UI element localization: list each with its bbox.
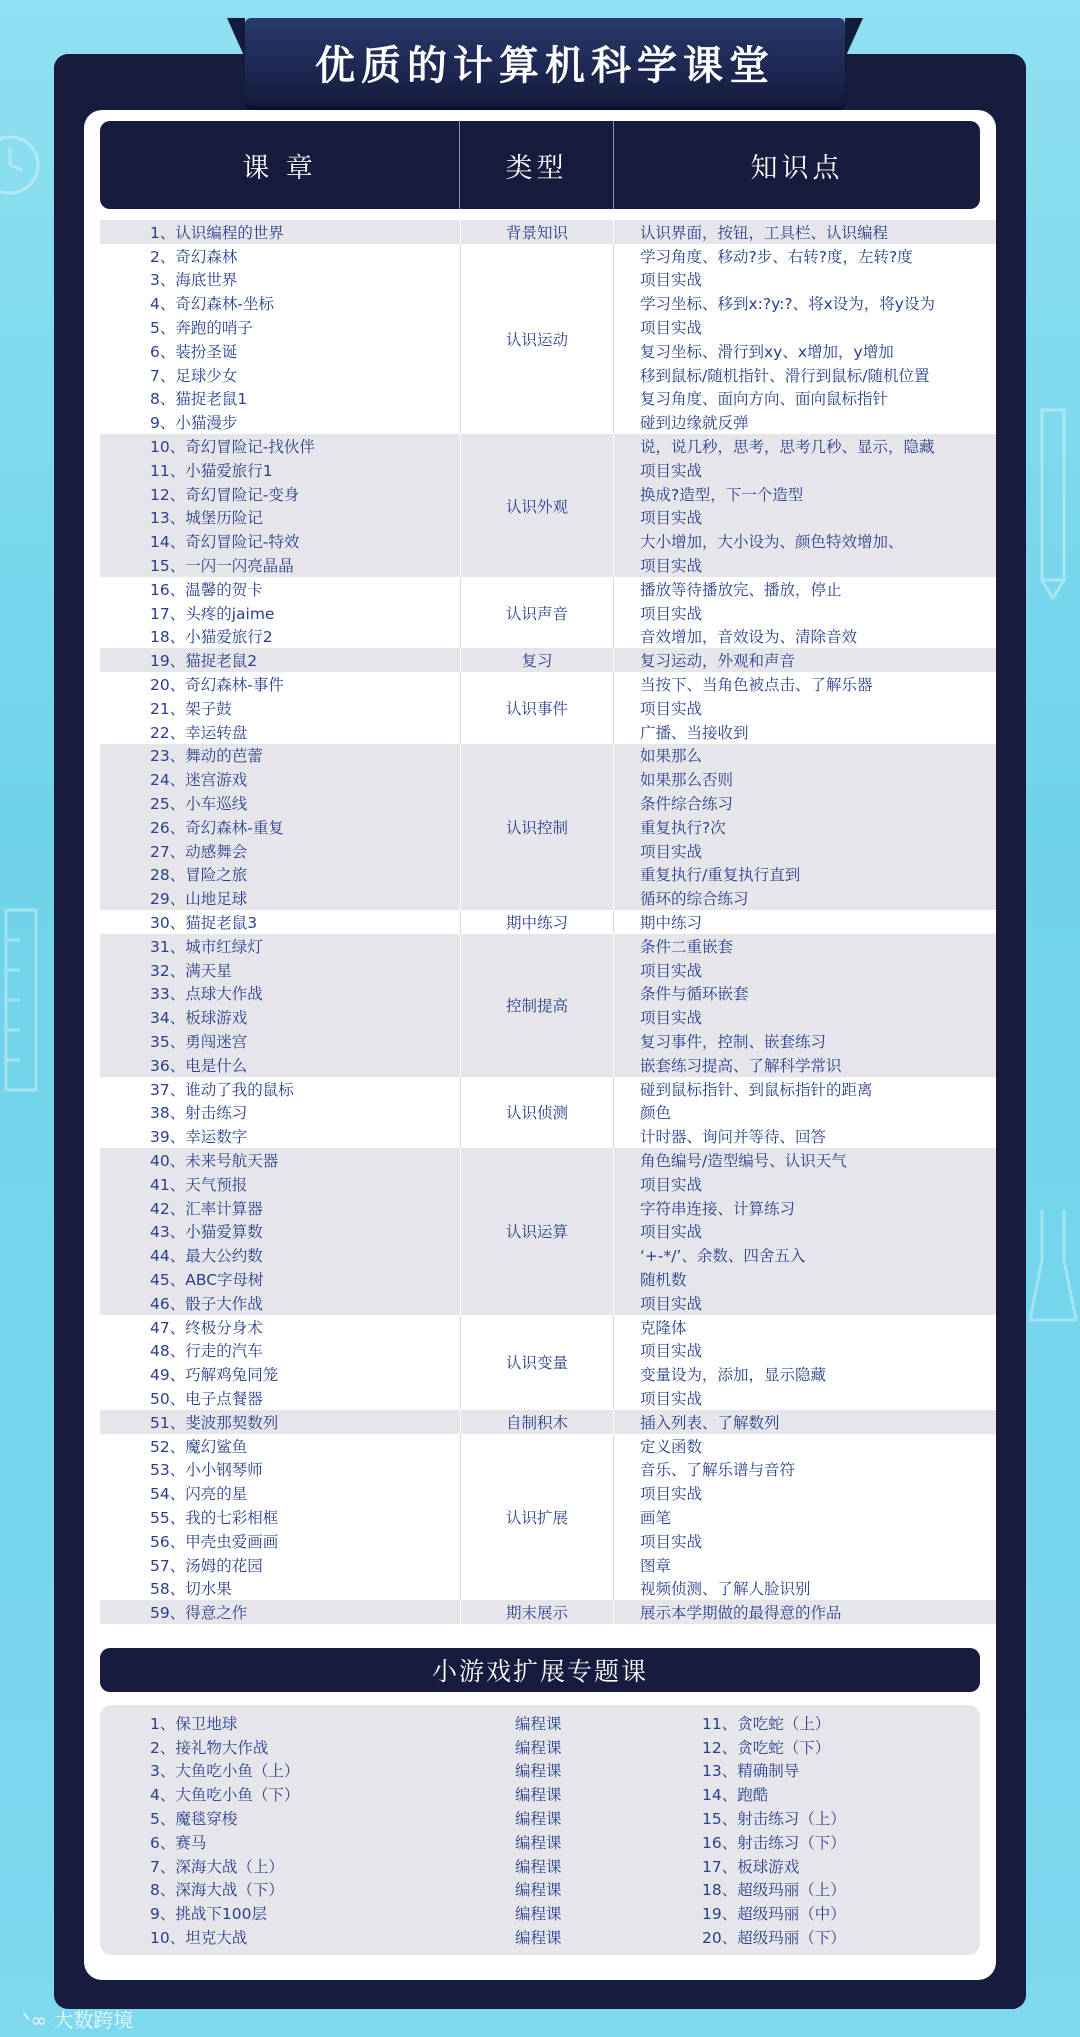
knowledge-point: 定义函数 [640, 1437, 703, 1456]
lesson-name: 39、幸运数字 [150, 1128, 248, 1147]
list-item [100, 1759, 980, 1783]
list-item [100, 1806, 980, 1830]
table-row [100, 744, 996, 768]
table-row [100, 720, 996, 744]
lesson-name: 54、闪亮的星 [150, 1485, 248, 1504]
lesson-name: 9、小猫漫步 [150, 414, 238, 433]
table-row [100, 839, 996, 863]
title-banner [245, 18, 845, 106]
lesson-name: 25、小车巡线 [150, 795, 248, 814]
table-row [100, 291, 996, 315]
knowledge-point: 项目实战 [640, 604, 703, 623]
knowledge-point: 项目实战 [640, 1342, 703, 1361]
knowledge-point: 音乐、了解乐谱与音符 [640, 1461, 796, 1480]
lesson-name: 6、装扮圣诞 [150, 342, 238, 361]
table-row [100, 1362, 996, 1386]
knowledge-point: 随机数 [640, 1271, 687, 1290]
knowledge-point: 大小增加，大小设为、颜色特效增加、 [640, 533, 904, 552]
table-row [100, 672, 996, 696]
knowledge-point: 学习角度、移动?步、右转?度，左转?度 [640, 247, 913, 266]
special-lesson-left: 7、深海大战（上） [150, 1857, 284, 1876]
table-row [100, 1124, 996, 1148]
pencil-doodle-icon [1030, 400, 1080, 600]
lesson-name: 5、奔跑的哨子 [150, 319, 253, 338]
lesson-name: 11、小猫爱旅行1 [150, 461, 273, 480]
special-lesson-right: 12、贪吃蛇（下） [702, 1738, 831, 1757]
lesson-name: 44、最大公约数 [150, 1247, 263, 1266]
knowledge-point: 碰到边缘就反弹 [640, 414, 749, 433]
group-type: 复习 [460, 648, 614, 672]
special-lesson-type: 编程课 [515, 1833, 562, 1852]
knowledge-point: 如果那么 [640, 747, 703, 766]
lesson-name: 27、动感舞会 [150, 842, 248, 861]
list-item [100, 1925, 980, 1949]
watermark [22, 2004, 133, 2033]
special-lesson-left: 2、接礼物大作战 [150, 1738, 269, 1757]
special-lesson-right: 19、超级玛丽（中） [702, 1905, 846, 1924]
watermark-logo-icon: ᐠ∞ [22, 2008, 54, 2032]
table-row [100, 1481, 996, 1505]
knowledge-point: 条件综合练习 [640, 795, 734, 814]
lesson-name: 40、未来号航天器 [150, 1152, 279, 1171]
list-item [100, 1782, 980, 1806]
lesson-name: 51、斐波那契数列 [150, 1413, 279, 1432]
table-row [100, 268, 996, 292]
special-lesson-left: 10、坦克大战 [150, 1929, 248, 1948]
lesson-name: 7、足球少女 [150, 366, 238, 385]
special-lesson-type: 编程课 [515, 1762, 562, 1781]
lesson-name: 31、城市红绿灯 [150, 937, 263, 956]
lesson-name: 28、冒险之旅 [150, 866, 248, 885]
group-type: 认识运算 [460, 1148, 614, 1315]
knowledge-point: 期中练习 [640, 914, 703, 933]
knowledge-point: 项目实战 [640, 509, 703, 528]
group-type: 认识侦测 [460, 1077, 614, 1148]
table-row [100, 1339, 996, 1363]
header-lesson: 课 章 [100, 121, 460, 209]
group-type: 认识声音 [460, 577, 614, 648]
ruler-doodle-icon [0, 900, 50, 1100]
knowledge-point: 展示本学期做的最得意的作品 [640, 1604, 842, 1623]
special-lesson-type: 编程课 [515, 1929, 562, 1948]
lesson-name: 10、奇幻冒险记-找伙伴 [150, 438, 315, 457]
lesson-name: 53、小小钢琴师 [150, 1461, 263, 1480]
knowledge-point: 视频侦测、了解人脸识别 [640, 1580, 811, 1599]
lesson-name: 46、骰子大作战 [150, 1294, 263, 1313]
lesson-name: 8、猫捉老鼠1 [150, 390, 248, 409]
lesson-name: 24、迷宫游戏 [150, 771, 248, 790]
knowledge-point: 嵌套练习提高、了解科学常识 [640, 1056, 842, 1075]
lesson-name: 12、奇幻冒险记-变身 [150, 485, 300, 504]
table-row [100, 696, 996, 720]
knowledge-point: 角色编号/造型编号、认识天气 [640, 1152, 847, 1171]
group-type: 自制积木 [460, 1410, 614, 1434]
lesson-name: 47、终极分身术 [150, 1318, 263, 1337]
knowledge-point: ‘+-*/’、余数、四舍五入 [640, 1247, 806, 1266]
table-row [100, 482, 996, 506]
list-item [100, 1711, 980, 1735]
special-lesson-type: 编程课 [515, 1714, 562, 1733]
list-item [100, 1735, 980, 1759]
table-row [100, 458, 996, 482]
table-row [100, 506, 996, 530]
special-lesson-type: 编程课 [515, 1881, 562, 1900]
knowledge-point: 计时器、询问并等待、回答 [640, 1128, 827, 1147]
group-type: 认识扩展 [460, 1434, 614, 1601]
knowledge-point: 复习事件，控制、嵌套练习 [640, 1033, 827, 1052]
knowledge-point: 重复执行/重复执行直到 [640, 866, 801, 885]
knowledge-point: 项目实战 [640, 1294, 703, 1313]
table-row [100, 625, 996, 649]
knowledge-point: 克隆体 [640, 1318, 687, 1337]
page-title: 优质的计算机科学课堂 [315, 42, 775, 89]
table-row [100, 1553, 996, 1577]
table-row [100, 1148, 996, 1172]
knowledge-point: 项目实战 [640, 1485, 703, 1504]
knowledge-point: 复习坐标、滑行到xy、x增加，y增加 [640, 342, 894, 361]
table-row [100, 1029, 996, 1053]
group-type: 认识变量 [460, 1315, 614, 1410]
list-item [100, 1830, 980, 1854]
table-row [100, 815, 996, 839]
table-row [100, 1529, 996, 1553]
lesson-name: 18、小猫爱旅行2 [150, 628, 273, 647]
knowledge-point: 复习角度、面向方向、面向鼠标指针 [640, 390, 889, 409]
table-row [100, 363, 996, 387]
table-header [100, 121, 980, 209]
special-course-list [100, 1705, 980, 1955]
knowledge-point: 音效增加，音效设为、清除音效 [640, 628, 858, 647]
special-lesson-left: 8、深海大战（下） [150, 1881, 284, 1900]
table-row [100, 1005, 996, 1029]
knowledge-point: 说，说几秒，思考，思考几秒、显示，隐藏 [640, 438, 935, 457]
table-row [100, 1053, 996, 1077]
table-row [100, 1267, 996, 1291]
knowledge-point: 认识界面，按钮，工具栏、认识编程 [640, 223, 889, 242]
table-row [100, 648, 996, 672]
special-lesson-right: 17、板球游戏 [702, 1857, 800, 1876]
table-row [100, 244, 996, 268]
knowledge-point: 广播、当接收到 [640, 723, 749, 742]
table-row [100, 339, 996, 363]
special-lesson-type: 编程课 [515, 1905, 562, 1924]
special-lesson-type: 编程课 [515, 1857, 562, 1876]
table-row [100, 601, 996, 625]
table-row [100, 315, 996, 339]
list-item [100, 1878, 980, 1902]
knowledge-point: 项目实战 [640, 961, 703, 980]
watermark-text: 大数跨境 [53, 2008, 134, 2032]
table-row [100, 1291, 996, 1315]
knowledge-point: 图章 [640, 1556, 672, 1575]
lesson-name: 42、汇率计算器 [150, 1199, 263, 1218]
table-row [100, 410, 996, 434]
lesson-name: 48、行走的汽车 [150, 1342, 263, 1361]
header-type: 类型 [460, 121, 614, 209]
lesson-name: 26、奇幻森林-重复 [150, 818, 284, 837]
group-type: 期中练习 [460, 910, 614, 934]
special-lesson-right: 20、超级玛丽（下） [702, 1929, 846, 1948]
knowledge-point: 项目实战 [640, 1532, 703, 1551]
lesson-name: 49、巧解鸡兔同笼 [150, 1366, 279, 1385]
knowledge-point: 学习坐标、移到x:?y:?、将x设为，将y设为 [640, 295, 935, 314]
special-lesson-type: 编程课 [515, 1786, 562, 1805]
lesson-name: 20、奇幻森林-事件 [150, 676, 284, 695]
lesson-name: 50、电子点餐器 [150, 1390, 263, 1409]
special-lesson-right: 11、贪吃蛇（上） [702, 1714, 831, 1733]
table-row [100, 1315, 996, 1339]
table-row [100, 1101, 996, 1125]
table-row [100, 434, 996, 458]
lesson-name: 33、点球大作战 [150, 985, 263, 1004]
group-type: 认识控制 [460, 744, 614, 911]
group-type: 背景知识 [460, 220, 614, 244]
lesson-name: 59、得意之作 [150, 1604, 248, 1623]
table-row [100, 1458, 996, 1482]
knowledge-point: 移到鼠标/随机指针、滑行到鼠标/随机位置 [640, 366, 930, 385]
knowledge-point: 项目实战 [640, 1175, 703, 1194]
special-lesson-right: 14、跑酷 [702, 1786, 769, 1805]
clock-doodle-icon [0, 120, 50, 210]
lesson-name: 19、猫捉老鼠2 [150, 652, 258, 671]
list-item [100, 1854, 980, 1878]
knowledge-point: 条件与循环嵌套 [640, 985, 749, 1004]
table-row [100, 934, 996, 958]
knowledge-point: 条件二重嵌套 [640, 937, 734, 956]
table-row [100, 958, 996, 982]
special-lesson-left: 1、保卫地球 [150, 1714, 238, 1733]
lesson-name: 16、温馨的贺卡 [150, 580, 263, 599]
group-type: 控制提高 [460, 934, 614, 1077]
table-row [100, 1600, 996, 1624]
knowledge-point: 项目实战 [640, 699, 703, 718]
knowledge-point: 当按下、当角色被点击、了解乐器 [640, 676, 873, 695]
special-lesson-type: 编程课 [515, 1738, 562, 1757]
lesson-name: 4、奇幻森林-坐标 [150, 295, 274, 314]
list-item [100, 1901, 980, 1925]
lesson-name: 45、ABC字母树 [150, 1271, 264, 1290]
lesson-name: 57、汤姆的花园 [150, 1556, 263, 1575]
group-type: 认识外观 [460, 434, 614, 577]
table-row [100, 1577, 996, 1601]
table-row [100, 1220, 996, 1244]
lesson-name: 38、射击练习 [150, 1104, 248, 1123]
knowledge-point: 项目实战 [640, 842, 703, 861]
knowledge-point: 换成?造型，下一个造型 [640, 485, 804, 504]
lesson-name: 56、甲壳虫爱画画 [150, 1532, 279, 1551]
group-type: 认识事件 [460, 672, 614, 743]
lesson-name: 34、板球游戏 [150, 1009, 248, 1028]
table-row [100, 1386, 996, 1410]
special-lesson-left: 3、大鱼吃小鱼（上） [150, 1762, 300, 1781]
lesson-name: 30、猫捉老鼠3 [150, 914, 258, 933]
group-type: 期末展示 [460, 1600, 614, 1624]
table-row [100, 1172, 996, 1196]
table-row [100, 1410, 996, 1434]
lesson-name: 58、切水果 [150, 1580, 232, 1599]
lesson-name: 14、奇幻冒险记-特效 [150, 533, 300, 552]
special-lesson-left: 6、赛马 [150, 1833, 207, 1852]
knowledge-point: 字符串连接、计算练习 [640, 1199, 796, 1218]
table-row [100, 1077, 996, 1101]
lesson-name: 36、电是什么 [150, 1056, 248, 1075]
lesson-name: 32、满天星 [150, 961, 232, 980]
lesson-name: 15、一闪一闪亮晶晶 [150, 557, 294, 576]
lesson-name: 2、奇幻森林 [150, 247, 238, 266]
lesson-name: 17、头疼的jaime [150, 604, 275, 623]
knowledge-point: 项目实战 [640, 461, 703, 480]
knowledge-point: 重复执行?次 [640, 818, 726, 837]
lesson-name: 35、勇闯迷宫 [150, 1033, 248, 1052]
group-type: 认识运动 [460, 244, 614, 434]
lesson-name: 22、幸运转盘 [150, 723, 248, 742]
special-course-header: 小游戏扩展专题课 [100, 1648, 980, 1692]
special-lesson-type: 编程课 [515, 1810, 562, 1829]
knowledge-point: 画笔 [640, 1509, 672, 1528]
lesson-name: 37、谁动了我的鼠标 [150, 1080, 294, 1099]
knowledge-point: 循环的综合练习 [640, 890, 749, 909]
lesson-name: 1、认识编程的世界 [150, 223, 284, 242]
lesson-name: 55、我的七彩相框 [150, 1509, 279, 1528]
knowledge-point: 碰到鼠标指针、到鼠标指针的距离 [640, 1080, 873, 1099]
knowledge-point: 项目实战 [640, 557, 703, 576]
flask-doodle-icon [1028, 1200, 1080, 1340]
table-row [100, 1196, 996, 1220]
knowledge-point: 颜色 [640, 1104, 672, 1123]
special-lesson-left: 5、魔毯穿梭 [150, 1810, 238, 1829]
knowledge-point: 播放等待播放完、播放，停止 [640, 580, 842, 599]
table-row [100, 220, 996, 244]
special-lesson-right: 16、射击练习（下） [702, 1833, 846, 1852]
knowledge-point: 插入列表、了解数列 [640, 1413, 780, 1432]
table-row [100, 910, 996, 934]
special-lesson-left: 4、大鱼吃小鱼（下） [150, 1786, 300, 1805]
table-row [100, 1434, 996, 1458]
table-row [100, 1505, 996, 1529]
knowledge-point: 复习运动，外观和声音 [640, 652, 796, 671]
special-lesson-right: 18、超级玛丽（上） [702, 1881, 846, 1900]
table-row [100, 1243, 996, 1267]
knowledge-point: 变量设为，添加，显示隐藏 [640, 1366, 827, 1385]
header-knowledge: 知识点 [750, 152, 844, 184]
table-row [100, 577, 996, 601]
lesson-name: 41、天气预报 [150, 1175, 248, 1194]
lesson-name: 29、山地足球 [150, 890, 248, 909]
lesson-name: 21、架子鼓 [150, 699, 232, 718]
table-row [100, 791, 996, 815]
table-row [100, 553, 996, 577]
lesson-name: 3、海底世界 [150, 271, 238, 290]
knowledge-point: 项目实战 [640, 1009, 703, 1028]
table-row [100, 767, 996, 791]
lesson-name: 13、城堡历险记 [150, 509, 263, 528]
knowledge-point: 如果那么否则 [640, 771, 734, 790]
knowledge-point: 项目实战 [640, 1223, 703, 1242]
table-row [100, 886, 996, 910]
table-row [100, 529, 996, 553]
table-row [100, 863, 996, 887]
lesson-name: 23、舞动的芭蕾 [150, 747, 263, 766]
lesson-name: 52、魔幻鲨鱼 [150, 1437, 248, 1456]
knowledge-point: 项目实战 [640, 1390, 703, 1409]
table-row [100, 982, 996, 1006]
lesson-name: 43、小猫爱算数 [150, 1223, 263, 1242]
table-row [100, 387, 996, 411]
special-lesson-right: 13、精确制导 [702, 1762, 800, 1781]
knowledge-point: 项目实战 [640, 319, 703, 338]
special-lesson-left: 9、挑战下100层 [150, 1905, 267, 1924]
knowledge-point: 项目实战 [640, 271, 703, 290]
special-lesson-right: 15、射击练习（上） [702, 1810, 846, 1829]
